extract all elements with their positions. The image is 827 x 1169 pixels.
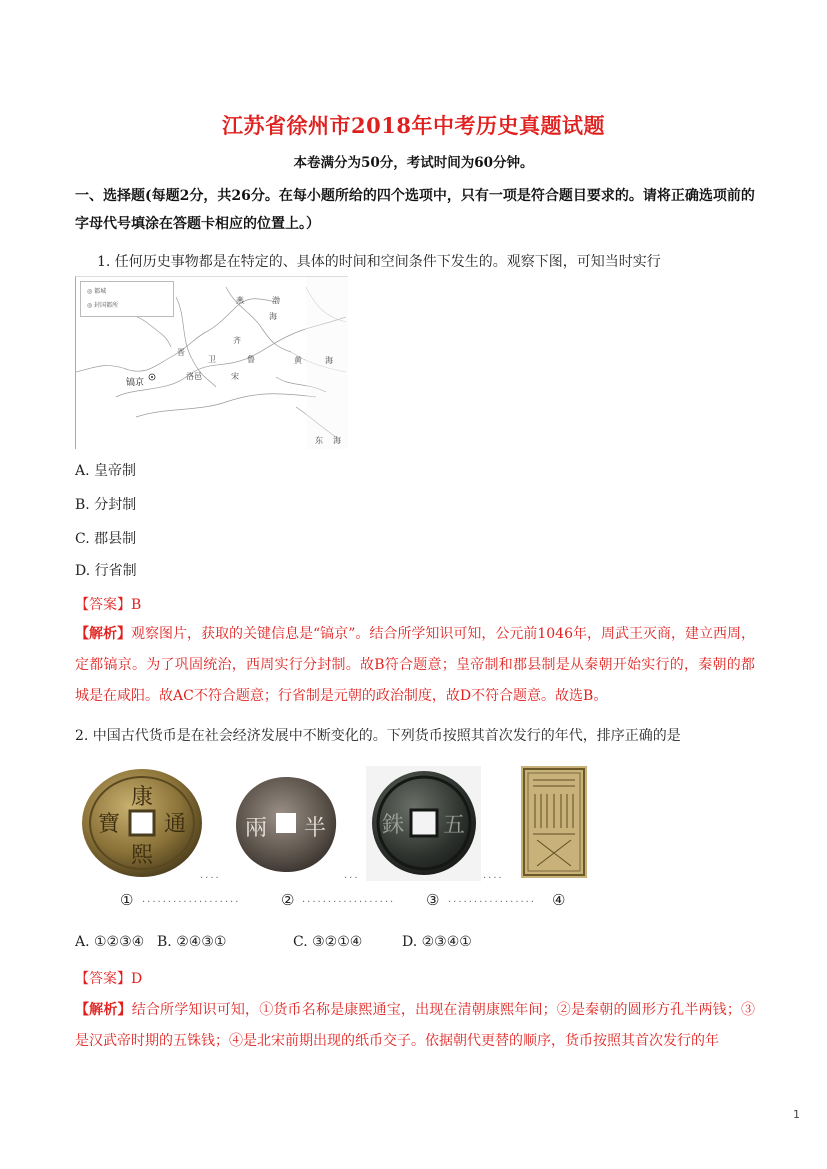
coin1-char-bottom: 熙 (130, 843, 154, 868)
q2-analysis (75, 995, 755, 1057)
marker-3: ③ (426, 891, 440, 909)
map-legend (80, 281, 174, 317)
marker-2: ② (281, 891, 295, 909)
section-heading: 一、选择题(每题2分，共26分。在每小题所给的四个选项中，只有一项是符合题目要求的。请将正确选项前的字母代号填涂在答题卡相应的位置上。） (75, 188, 755, 232)
map-label-hai: 海 (269, 312, 277, 321)
map-label-jin: 晋 (177, 348, 185, 357)
map-label-haojing: 镐京 (126, 378, 145, 388)
map-label-bo: 渤 (272, 296, 280, 305)
map-label-yan: 燕 (236, 296, 244, 305)
q2-answer: 【答案】D (75, 971, 143, 987)
q2-analysis-text: 结合所学知识可知，①货币名称是康熙通宝，出现在清朝康熙年间；②是秦朝的圆形方孔半两钱；③是汉武帝时期的五铢钱；④是北宋前期出现的纸币交子。依据朝代更替的顺序，货币按照其首次发行的年 (75, 1002, 756, 1049)
coin-kangxi-image (80, 768, 206, 878)
coin3-char-right: 五 (442, 813, 466, 838)
q1-analysis (75, 619, 755, 712)
q1-option-b: B. 分封制 (75, 497, 137, 513)
page-title: 江苏省徐州市2018年中考历史真题试题 (222, 113, 605, 138)
q1-answer: 【答案】B (75, 597, 142, 613)
q2-stem: 2. 中国古代货币是在社会经济发展中不断变化的。下列货币按照其首次发行的年代，排序正确的是 (75, 728, 681, 744)
coin2-char-right: 半 (303, 816, 327, 841)
marker-4: ④ (552, 891, 566, 909)
q1-stem: 1. 任何历史事物都是在特定的、具体的时间和空间条件下发生的。观察下图，可知当时实行 (97, 254, 661, 270)
q2-analysis-label: 【解析】 (75, 1002, 132, 1018)
q2-option-c: C. ③②①④ (293, 934, 363, 950)
map-label-wei: 卫 (208, 355, 216, 364)
map-label-qi: 齐 (233, 336, 241, 345)
map-label-hai2: 海 (325, 356, 333, 365)
q1-analysis-label: 【解析】 (75, 626, 132, 642)
leader-dots-2: .................. (302, 894, 396, 905)
leader-dots-3: ................. (448, 894, 537, 905)
marker-1: ① (120, 891, 134, 909)
legend-fief-capital: ◎ 封国都所 (87, 302, 119, 309)
exam-info: 本卷满分为50分，考试时间为60分钟。 (293, 155, 534, 171)
coin3-char-left: 銖 (381, 813, 405, 838)
q2-option-a: A. ①②③④ (75, 934, 145, 950)
coin1-char-right: 通 (163, 812, 187, 837)
coin1-char-top: 康 (130, 785, 154, 810)
leader-dots-1: ................... (142, 894, 241, 905)
coin1-char-left: 寶 (97, 812, 121, 837)
q2-option-d: D. ②③④① (402, 934, 472, 950)
legend-capital: ◎ 都城 (87, 288, 107, 295)
separator-dots-2: ... (344, 870, 360, 881)
q1-analysis-text: 观察图片，获取的关键信息是“镐京”。结合所学知识可知，公元前1046年，周武王灭商，建立西周，定都镐京。为了巩固统治，西周实行分封制。故B符合题意；皇帝制和郡县制是从秦朝开始实行的，秦朝的都城是在咸阳。故AC不符合题意；行省制是元朝的政治制度，故D不符合题意。故选B。 (75, 626, 755, 704)
map-label-song: 宋 (231, 372, 239, 381)
coin2-char-left: 兩 (244, 816, 268, 841)
q1-option-c: C. 郡县制 (75, 531, 137, 547)
page-number: 1 (793, 1108, 800, 1121)
q1-option-d: D. 行省制 (75, 563, 137, 579)
separator-dots-1: .... (200, 870, 221, 881)
map-label-hai3: 海 (333, 436, 341, 445)
map-label-huang: 黄 (294, 356, 302, 365)
map-label-dong: 东 (315, 436, 323, 445)
coin-wuzhu-image (366, 766, 481, 881)
q1-option-a: A. 皇帝制 (75, 463, 137, 479)
jiaozi-paper-money-image (521, 766, 587, 878)
map-label-lu: 鲁 (247, 355, 255, 364)
map-label-luoyi: 洛邑 (186, 372, 202, 381)
separator-dots-3: .... (483, 870, 504, 881)
q2-option-b: B. ②④③① (157, 934, 227, 950)
coin-banliang-image (232, 775, 340, 875)
